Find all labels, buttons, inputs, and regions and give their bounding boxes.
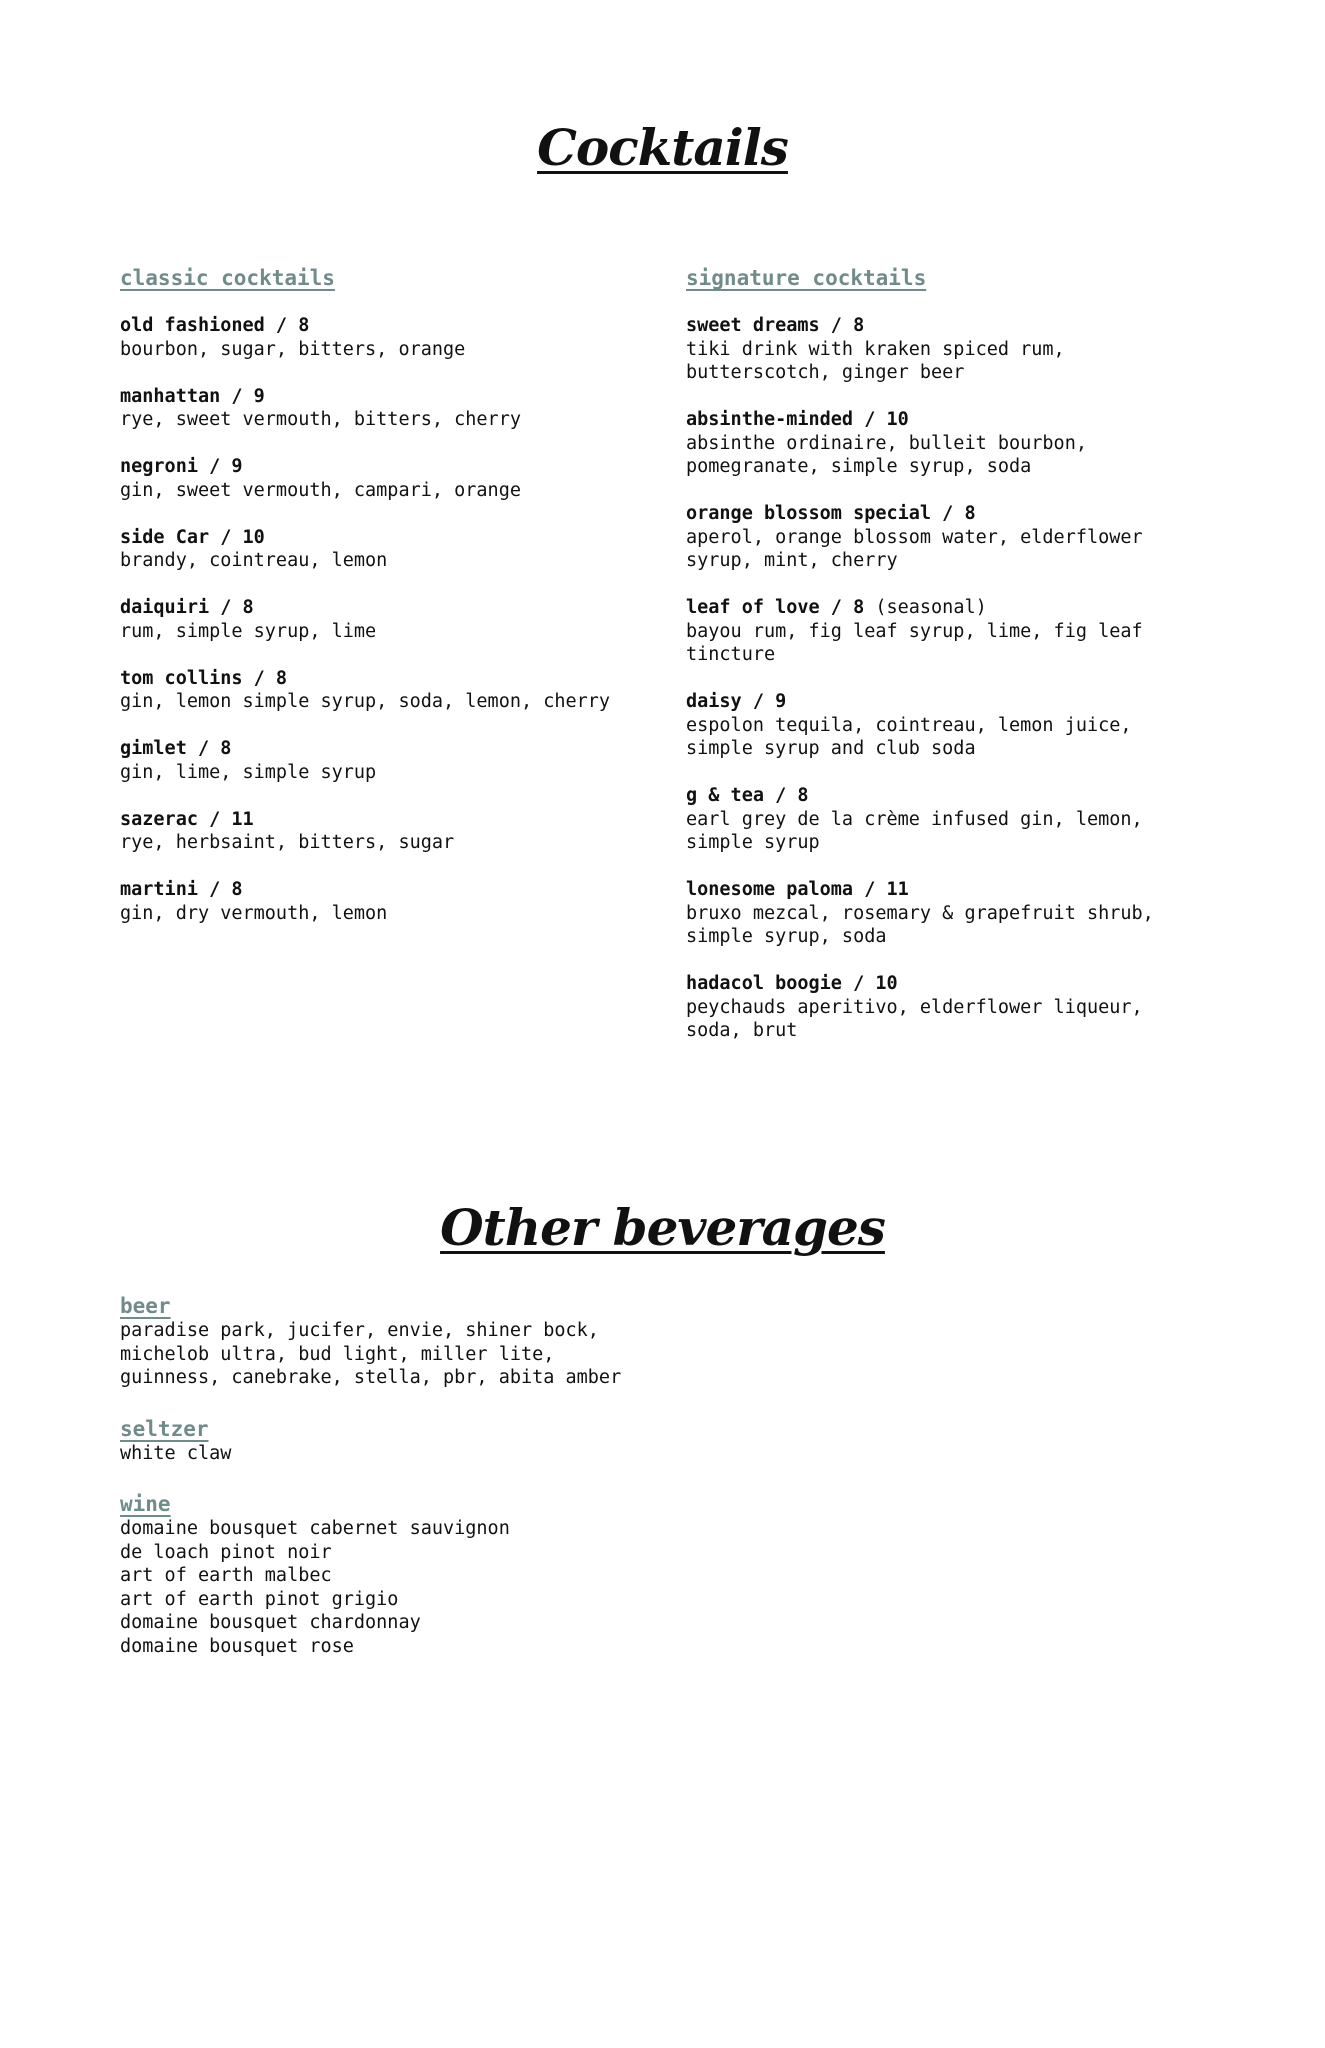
drink-name: [686, 408, 1306, 432]
drink-name: [686, 972, 1306, 996]
drink-ingredients: earl grey de la crème infused gin, lemon, simple syrup: [686, 808, 1143, 853]
drink-item: [686, 878, 1306, 949]
drink-name-text: gimlet / 8: [120, 738, 232, 759]
drink-name-text: side Car / 10: [120, 526, 265, 548]
drink-name-text: daisy / 9: [686, 691, 787, 712]
signature-drink-list: [686, 314, 1306, 1043]
drink-item: [686, 690, 1306, 761]
drink-ingredients: brandy, cointreau, lemon: [120, 550, 388, 571]
drink-name: [120, 808, 680, 832]
drink-item: [120, 808, 680, 855]
drink-name-text: daiquiri / 8: [120, 597, 254, 618]
seltzer-heading: seltzer: [120, 1416, 209, 1441]
drink-name: [686, 314, 1306, 338]
other-beverages-title: Other beverages: [440, 1198, 885, 1257]
drink-item: [686, 596, 1306, 667]
drink-ingredients: gin, dry vermouth, lemon: [120, 902, 388, 924]
cocktails-title: Cocktails: [537, 118, 788, 177]
drink-name-text: orange blossom special / 8: [686, 503, 976, 524]
beer-heading: beer: [120, 1294, 171, 1318]
drink-name: [686, 690, 1306, 714]
seltzer-list: white claw: [120, 1442, 232, 1464]
drink-ingredients: tiki drink with kraken spiced rum, butterscotch, ginger beer: [686, 338, 1065, 383]
classic-drink-list: [120, 314, 680, 925]
drink-name: [686, 596, 1306, 620]
drink-item: [686, 972, 1306, 1043]
drink-name: [120, 878, 680, 902]
drink-name: [686, 502, 1306, 526]
drink-name: [120, 526, 680, 550]
drink-item: [120, 737, 680, 784]
drink-name-text: negroni / 9: [120, 456, 243, 477]
drink-name-text: martini / 8: [120, 879, 243, 900]
drink-ingredients: rum, simple syrup, lime: [120, 620, 377, 642]
classic-cocktails-column: [120, 265, 680, 949]
classic-cocktails-heading: classic cocktails: [120, 266, 335, 290]
wine-heading: wine: [120, 1492, 171, 1516]
drink-ingredients: bruxo mezcal, rosemary & grapefruit shrub, simple syrup, soda: [686, 902, 1154, 947]
drink-name-text: g & tea / 8: [686, 785, 809, 806]
drink-item: [686, 408, 1306, 479]
drink-item: [120, 385, 680, 432]
drink-name: [120, 596, 680, 620]
drink-item: [120, 455, 680, 502]
drink-name: [120, 737, 680, 761]
drink-ingredients: absinthe ordinaire, bulleit bourbon, pomegranate, simple syrup, soda: [686, 432, 1087, 477]
drink-ingredients: bayou rum, fig leaf syrup, lime, fig leaf tincture: [686, 620, 1143, 665]
drink-ingredients: espolon tequila, cointreau, lemon juice, simple syrup and club soda: [686, 714, 1132, 759]
drink-ingredients: gin, sweet vermouth, campari, orange: [120, 479, 521, 501]
beer-list: paradise park, jucifer, envie, shiner bock, michelob ultra, bud light, miller lite, guinness, canebrake, stella, pbr, abita amber: [120, 1320, 622, 1388]
drink-name: [686, 784, 1306, 808]
drink-name: [120, 314, 680, 338]
drink-item: [120, 526, 680, 573]
drink-name-text: sweet dreams / 8: [686, 315, 865, 336]
drink-item: [686, 314, 1306, 385]
drink-ingredients: aperol, orange blossom water, elderflower syrup, mint, cherry: [686, 526, 1143, 571]
drink-ingredients: peychauds aperitivo, elderflower liqueur, soda, brut: [686, 996, 1143, 1041]
drink-item: [686, 502, 1306, 573]
drink-name-text: manhattan / 9: [120, 385, 265, 407]
drink-ingredients: rye, sweet vermouth, bitters, cherry: [120, 409, 521, 430]
drink-item: [120, 667, 680, 714]
signature-cocktails-column: [686, 265, 1306, 1066]
drink-item: [686, 784, 1306, 855]
drink-name-text: hadacol boogie / 10: [686, 973, 898, 994]
drink-name-text: absinthe-minded / 10: [686, 409, 909, 430]
drink-name-text: sazerac / 11: [120, 808, 254, 830]
drink-note: (seasonal): [864, 597, 987, 618]
drink-item: [120, 596, 680, 643]
drink-name-text: tom collins / 8: [120, 667, 288, 689]
drink-item: [120, 878, 680, 925]
other-beverages-section: [120, 1293, 1020, 1684]
drink-name: [120, 385, 680, 409]
drink-ingredients: gin, lime, simple syrup: [120, 761, 377, 783]
drink-name-text: lonesome paloma / 11: [686, 879, 909, 900]
drink-name: [686, 878, 1306, 902]
drink-ingredients: rye, herbsaint, bitters, sugar: [120, 832, 455, 853]
drink-ingredients: bourbon, sugar, bitters, orange: [120, 338, 466, 360]
drink-name-text: leaf of love / 8: [686, 597, 865, 618]
signature-cocktails-heading: signature cocktails: [686, 266, 927, 290]
drink-ingredients: gin, lemon simple syrup, soda, lemon, cherry: [120, 691, 611, 712]
wine-list: domaine bousquet cabernet sauvignon de loach pinot noir art of earth malbec art of earth pinot grigio domaine bousquet chardonnay domaine bousquet rose: [120, 1518, 510, 1657]
drink-name-text: old fashioned / 8: [120, 315, 310, 336]
drink-name: [120, 455, 680, 479]
drink-item: [120, 314, 680, 361]
drink-name: [120, 667, 680, 691]
